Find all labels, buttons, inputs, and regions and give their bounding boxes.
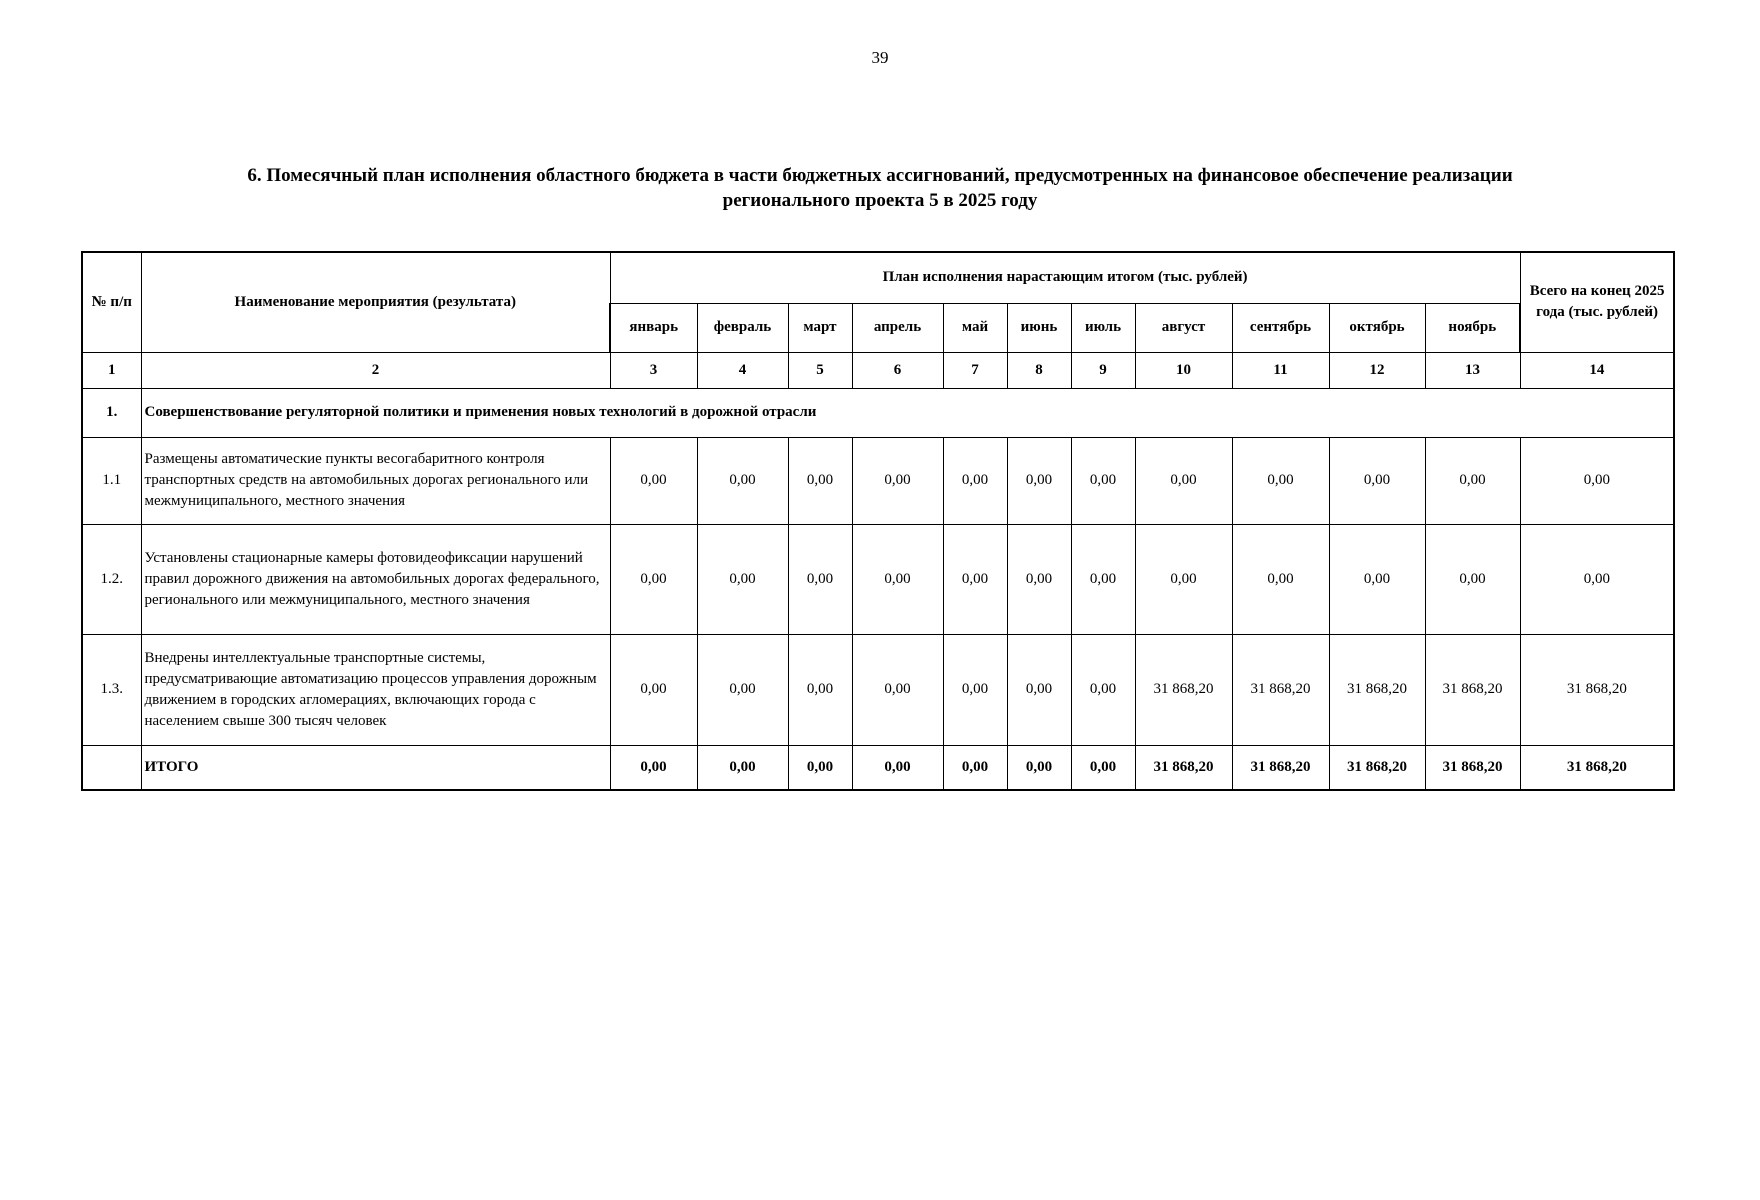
row-value: 0,00 xyxy=(852,524,943,634)
row-name: Установлены стационарные камеры фотовидеофиксации нарушений правил дорожного движения на автомобильных дорогах федерального, регионального или межмуниципального, местного значения xyxy=(141,524,610,634)
row-name: Внедрены интеллектуальные транспортные системы, предусматривающие автоматизацию процессов управления дорожным движением в городских агломерациях, включающих города с населением свыше 300 тысяч человек xyxy=(141,634,610,745)
table-row xyxy=(82,524,1674,634)
row-total: 0,00 xyxy=(1520,437,1674,524)
row-value: 0,00 xyxy=(1007,437,1071,524)
row-total: 0,00 xyxy=(1520,524,1674,634)
month-header: май xyxy=(943,303,1007,352)
column-number: 14 xyxy=(1520,352,1674,388)
title-line-1: 6. Помесячный план исполнения областного бюджета в части бюджетных ассигнований, предусмотренных на финансовое обеспечение реализации xyxy=(247,165,1513,186)
row-value: 0,00 xyxy=(788,437,852,524)
row-value: 0,00 xyxy=(610,634,697,745)
row-value: 0,00 xyxy=(788,524,852,634)
row-value: 0,00 xyxy=(610,524,697,634)
month-header: апрель xyxy=(852,303,943,352)
table-row xyxy=(82,437,1674,524)
totals-value: 0,00 xyxy=(610,745,697,790)
row-value: 0,00 xyxy=(852,634,943,745)
column-number: 10 xyxy=(1135,352,1232,388)
totals-value: 0,00 xyxy=(697,745,788,790)
column-number: 12 xyxy=(1329,352,1425,388)
totals-value: 0,00 xyxy=(943,745,1007,790)
row-value: 0,00 xyxy=(1007,634,1071,745)
month-header: август xyxy=(1135,303,1232,352)
header-num: № п/п xyxy=(82,252,141,352)
row-total: 31 868,20 xyxy=(1520,634,1674,745)
document-title xyxy=(130,163,1630,213)
month-header: январь xyxy=(610,303,697,352)
column-number: 11 xyxy=(1232,352,1329,388)
row-value: 0,00 xyxy=(943,524,1007,634)
column-number: 4 xyxy=(697,352,788,388)
row-value: 0,00 xyxy=(943,634,1007,745)
row-value: 0,00 xyxy=(1329,524,1425,634)
row-num: 1.3. xyxy=(82,634,141,745)
totals-value: 0,00 xyxy=(852,745,943,790)
row-value: 0,00 xyxy=(1329,437,1425,524)
row-value: 0,00 xyxy=(1425,524,1520,634)
row-value: 0,00 xyxy=(1425,437,1520,524)
month-header: октябрь xyxy=(1329,303,1425,352)
totals-grand-total: 31 868,20 xyxy=(1520,745,1674,790)
page-number: 39 xyxy=(871,48,889,67)
section-num: 1. xyxy=(82,388,141,437)
row-value: 0,00 xyxy=(1071,634,1135,745)
row-value: 0,00 xyxy=(1135,524,1232,634)
month-header: март xyxy=(788,303,852,352)
row-value: 31 868,20 xyxy=(1232,634,1329,745)
header-name: Наименование мероприятия (результата) xyxy=(141,252,610,352)
totals-label: ИТОГО xyxy=(141,745,610,790)
row-value: 0,00 xyxy=(1071,524,1135,634)
column-number: 3 xyxy=(610,352,697,388)
column-number: 7 xyxy=(943,352,1007,388)
title-line-2: регионального проекта 5 в 2025 году xyxy=(722,190,1038,211)
header-plan: План исполнения нарастающим итогом (тыс. рублей) xyxy=(610,252,1520,303)
table-row xyxy=(82,634,1674,745)
totals-value: 0,00 xyxy=(1071,745,1135,790)
column-number: 2 xyxy=(141,352,610,388)
section-name: Совершенствование регуляторной политики и применения новых технологий в дорожной отрасли xyxy=(141,388,1674,437)
column-number: 9 xyxy=(1071,352,1135,388)
row-value: 0,00 xyxy=(697,634,788,745)
column-number: 5 xyxy=(788,352,852,388)
totals-value: 0,00 xyxy=(1007,745,1071,790)
totals-row xyxy=(82,745,1674,790)
column-number: 13 xyxy=(1425,352,1520,388)
column-number: 1 xyxy=(82,352,141,388)
row-value: 0,00 xyxy=(1232,437,1329,524)
totals-num-cell xyxy=(82,745,141,790)
row-value: 0,00 xyxy=(697,437,788,524)
header-row-1 xyxy=(82,252,1674,303)
totals-value: 31 868,20 xyxy=(1425,745,1520,790)
row-value: 31 868,20 xyxy=(1425,634,1520,745)
column-number: 6 xyxy=(852,352,943,388)
row-value: 0,00 xyxy=(1232,524,1329,634)
row-num: 1.2. xyxy=(82,524,141,634)
row-value: 0,00 xyxy=(1135,437,1232,524)
row-value: 0,00 xyxy=(610,437,697,524)
row-value: 31 868,20 xyxy=(1135,634,1232,745)
row-name: Размещены автоматические пункты весогабаритного контроля транспортных средств на автомобильных дорогах регионального или межмуниципального, местного значения xyxy=(141,437,610,524)
month-header: февраль xyxy=(697,303,788,352)
totals-value: 31 868,20 xyxy=(1232,745,1329,790)
section-row xyxy=(82,388,1674,437)
row-value: 0,00 xyxy=(943,437,1007,524)
row-value: 0,00 xyxy=(697,524,788,634)
month-header: июль xyxy=(1071,303,1135,352)
row-num: 1.1 xyxy=(82,437,141,524)
row-value: 31 868,20 xyxy=(1329,634,1425,745)
row-value: 0,00 xyxy=(852,437,943,524)
month-header: ноябрь xyxy=(1425,303,1520,352)
totals-value: 0,00 xyxy=(788,745,852,790)
budget-plan-table xyxy=(81,251,1675,791)
column-number: 8 xyxy=(1007,352,1071,388)
month-header: сентябрь xyxy=(1232,303,1329,352)
row-value: 0,00 xyxy=(788,634,852,745)
row-value: 0,00 xyxy=(1071,437,1135,524)
column-number-row xyxy=(82,352,1674,388)
totals-value: 31 868,20 xyxy=(1135,745,1232,790)
month-header: июнь xyxy=(1007,303,1071,352)
header-total: Всего на конец 2025 года (тыс. рублей) xyxy=(1520,252,1674,352)
row-value: 0,00 xyxy=(1007,524,1071,634)
totals-value: 31 868,20 xyxy=(1329,745,1425,790)
